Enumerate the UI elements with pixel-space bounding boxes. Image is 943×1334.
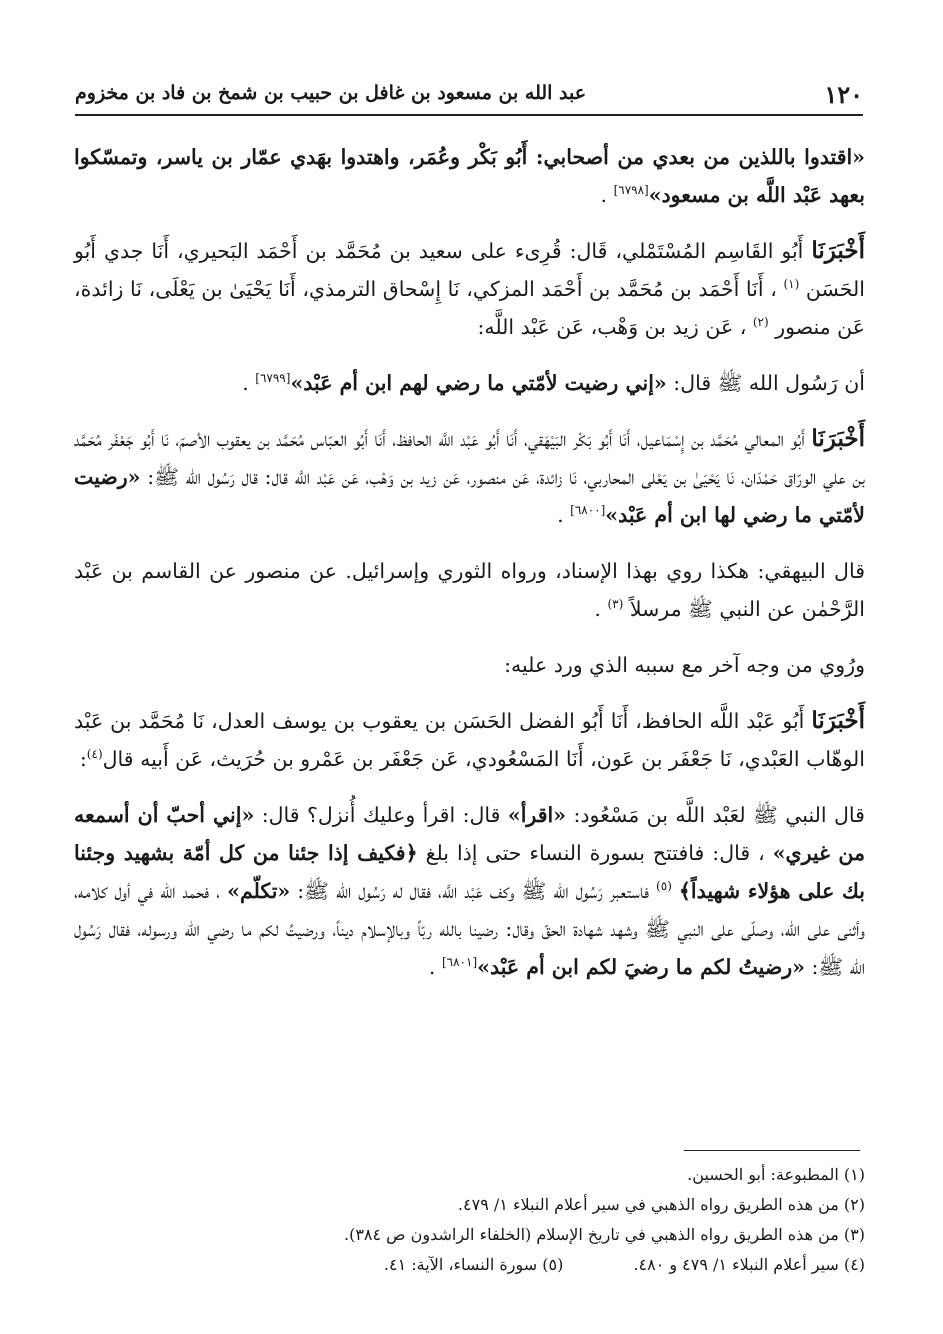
hadith-text: «اقتدوا باللذين من بعدي من أصحابي: أَبُو بَكْر وعُمَر، واهتدوا بهَدي عمّار بن ياسر، وتمسّكوا بعهد عَبْد اللَّه بن مسعود» xyxy=(74,145,865,207)
punctuation: . xyxy=(594,597,601,621)
footnote-marker: (٣) xyxy=(607,597,624,612)
footnote-3: (٣) من هذه الطريق رواه الذهبي في تاريخ الإسلام (الخلفاء الراشدون ص ٣٨٤). xyxy=(343,1225,865,1244)
paragraph-6 xyxy=(74,646,865,684)
footnote-marker: (٤) xyxy=(86,747,103,762)
main-text xyxy=(74,138,865,1004)
isnad-lead: أَخْبَرَنَا xyxy=(811,425,865,452)
footnote-4-5-line xyxy=(150,1250,865,1280)
footnote-separator xyxy=(684,1150,860,1151)
paragraph-8 xyxy=(74,796,865,986)
punctuation: . xyxy=(428,955,436,979)
narrative-text: ، قال: فافتتح بسورة النساء حتى إذا بلغ xyxy=(425,841,765,865)
hadith-quote: «تكلّم» xyxy=(227,879,291,903)
punctuation: . xyxy=(242,371,249,395)
isnad-lead: أَخْبَرَنَا xyxy=(811,237,865,264)
quran-verse: ﴿فكيف إذا جئنا من كل أمّة بشهيد وجئنا بك على هؤلاء شهيداً﴾ xyxy=(74,841,865,903)
running-header xyxy=(75,78,863,116)
paragraph-5 xyxy=(74,552,865,628)
footnote-marker: (١) xyxy=(783,277,800,292)
footnote-2: (٢) من هذه الطريق رواه الذهبي في سير أعلام النبلاء ١/ ٤٧٩. xyxy=(457,1195,865,1214)
hadith-quote: «اقرأ» xyxy=(507,803,567,827)
footnote-5: (٥) سورة النساء، الآية: ٤١. xyxy=(383,1255,564,1274)
paragraph-7 xyxy=(74,702,865,778)
commentary-text: قال البيهقي: هكذا روي بهذا الإسناد، ورواه الثوري وإسرائيل. عن منصور عن القاسم بن عَبْد الرَّحْمٰن عن النبي ﷺ مرسلاً xyxy=(74,559,865,621)
punctuation: . xyxy=(600,183,608,207)
hadith-quote: «إني رضيت لأمّتي ما رضي لهم ابن أم عَبْد» xyxy=(290,371,667,395)
footnote-1: (١) المطبوعة: أبو الحسين. xyxy=(687,1165,865,1184)
paragraph-3 xyxy=(74,364,865,402)
hadith-ref: [٦٧٩٨] xyxy=(613,183,649,198)
punctuation: : xyxy=(79,747,87,771)
punctuation: . xyxy=(557,503,564,527)
hadith-ref: [٦٧٩٩] xyxy=(255,371,291,386)
narrative-text: قال النبي ﷺ لعَبْد اللَّه بن مَسْعُود: xyxy=(573,803,865,827)
isnad-text: أَبُو المعالي مُحَمَّد بن إِسْمَاعيل، أَنَا أَبُو بَكْر البَيْهَقي، أَنَا أَبُو عَبْد اللَّه الحافظ، أَنَا أَبُو العبّاس مُحَمَّد بن يعقوب الأصمّ، نَا أَبُو جَعْفَر مُحَمَّد بن علي الورّاق حَمْدَان، نَا يَحْيَىٰ بن يَعْلى المحاربي، نَا زائدة، عَن منصور، عَن زيد بن وَهْب، عَن عَبْد اللَّه قال: قال رَسُول الله ﷺ: xyxy=(74,427,865,489)
page-number: ١٢٠ xyxy=(824,80,863,109)
isnad-text: أَبُو عَبْد اللَّه الحافظ، أَنَا أَبُو الفضل الحَسَن بن يعقوب بن يوسف العدل، نَا مُحَمَّد بن عَبْد الوهّاب العَبْدي، نَا جَعْفَر بن عَون، أَنَا المَسْعُودي، عَن جَعْفَر بن عَمْرو بن حُرَيث، عَن أَبيه قال xyxy=(74,709,865,771)
footnote-marker: (٢) xyxy=(752,315,769,330)
hadith-quote: «رضيتُ لكم ما رضيَ لكم ابن أم عَبْد» xyxy=(477,955,805,979)
running-title: عبد الله بن مسعود بن غافل بن حبيب بن شمخ بن فاد بن مخزوم xyxy=(75,82,587,104)
footnotes xyxy=(150,1160,865,1280)
hadith-ref: [٦٨٠٠] xyxy=(570,503,606,518)
paragraph-1 xyxy=(74,138,865,214)
paragraph-2 xyxy=(74,232,865,346)
paragraph-4 xyxy=(74,420,865,534)
footnote-4: (٤) سير أعلام النبلاء ١/ ٤٧٩ و ٤٨٠. xyxy=(633,1255,865,1274)
commentary-text: ورُوي من وجه آخر مع سببه الذي ورد عليه: xyxy=(504,653,865,677)
isnad-lead: أَخْبَرَنَا xyxy=(811,707,865,734)
narrative-text: قال: اقرأ وعليك أُنزل؟ قال: xyxy=(261,803,501,827)
narrative-text: فاستعبر رَسُول الله ﷺ وكف عَبْد اللَّه، فقال له رَسُول الله ﷺ: xyxy=(297,879,650,903)
hadith-ref: [٦٨٠١] xyxy=(441,955,478,970)
narrative-text: ، فحمد الله في أول كلامه، وأثنى على الله، وصلّى على النبي ﷺ وشهد شهادة الحقّ وقال: رضينا بالله ربّاً وبالإسلام ديناً، ورضيتُ لكم ما رضي الله ورسوله، فقال رَسُول الله ﷺ: xyxy=(74,879,865,979)
isnad-text: ، أَنَا أَحْمَد بن مُحَمَّد بن أَحْمَد المزكي، نَا إِسْحاق الترمذي، أَنَا يَحْيَىٰ بن يَعْلَى، نَا زائدة، عَن منصور xyxy=(74,277,865,339)
hadith-quote: «رضيت لأمّتي ما رضي لها ابن أم عَبْد» xyxy=(74,465,865,527)
hadith-quote: «إني أحبّ أن أسمعه من غيري» xyxy=(74,803,865,865)
isnad-text: ، عَن زيد بن وَهْب، عَن عَبْد اللَّه: xyxy=(477,315,747,339)
footnote-marker: (٥) xyxy=(656,879,672,894)
matn-intro: أن رَسُول الله ﷺ قال: xyxy=(673,371,865,395)
isnad-text: أَبُو القَاسِم المُسْتَمْلي، قَال: قُرِىء على سعيد بن مُحَمَّد بن أَحْمَد البَحيري، أَنَا جدي أَبُو الحَسَن xyxy=(74,239,865,301)
